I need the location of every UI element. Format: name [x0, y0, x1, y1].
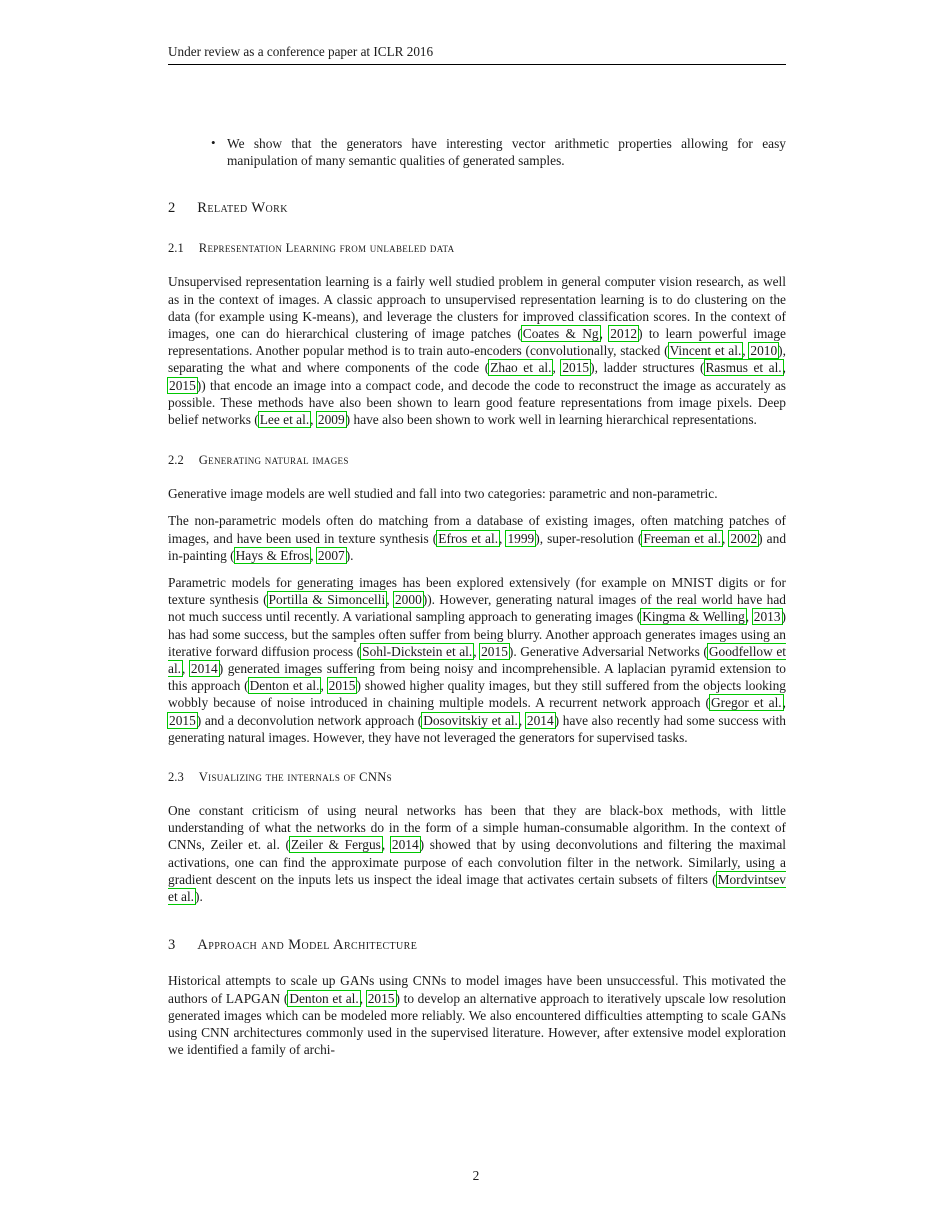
- subsection-title: Representation Learning from unlabeled data: [198, 241, 455, 256]
- paper-content-column: [168, 0, 786, 1058]
- citation-link[interactable]: 2012: [610, 326, 638, 342]
- running-header: Under review as a conference paper at ICLR 2016: [168, 44, 786, 65]
- citation-link[interactable]: 2014: [391, 837, 419, 853]
- paragraph-parametric-models: Parametric models for generating images has been explored extensively (for example on MNIST digits or for texture synthesis (Portilla & Simoncelli, 2000)). However, generating natural images of the real world have had not much success until recently. A variational sampling approach to generating images (Kingma & Welling, 2013) has had some success, but the samples often suffer from being blurry. Another approach generates images using an iterative forward diffusion process (Sohl-Dickstein et al., 2015). Generative Adversarial Networks (Goodfellow et al., 2014) generated images suffering from being noisy and incomprehensible. A laplacian pyramid extension to this approach (Denton et al., 2015) showed higher quality images, but they still suffered from the objects looking wobbly because of noise introduced in chaining multiple models. A recurrent network approach (Gregor et al., 2015) and a deconvolution network approach (Dosovitskiy et al., 2014) have also recently had some success with generating natural images. However, they have not leveraged the generators for supervised tasks.: [168, 575, 787, 745]
- subsection-title: Generating natural images: [198, 453, 349, 468]
- citation-link[interactable]: 2002: [730, 530, 758, 546]
- citation-link[interactable]: Kingma & Welling: [642, 609, 745, 625]
- subsection-heading-representation-learning: [168, 241, 786, 256]
- paragraph-generative-categories: Generative image models are well studied and fall into two categories: parametric and non-parametric.: [168, 486, 718, 502]
- citation-link[interactable]: 2013: [753, 609, 781, 625]
- citation-link[interactable]: Dosovitskiy et al.: [423, 712, 518, 728]
- citation-link[interactable]: Efros et al.: [438, 530, 499, 546]
- citation-link[interactable]: 1999: [507, 530, 535, 546]
- citation-link[interactable]: Lee et al.: [259, 412, 310, 428]
- citation-link[interactable]: Denton et al.: [249, 678, 320, 694]
- citation-link[interactable]: 2015: [481, 643, 508, 659]
- subsection-heading-visualizing-cnns: [168, 770, 786, 785]
- citation-link[interactable]: 2000: [394, 592, 422, 608]
- citation-link[interactable]: Sohl-Dickstein et al.: [362, 643, 473, 659]
- citation-link[interactable]: Vincent et al.: [669, 343, 742, 359]
- section-heading-approach-architecture: [168, 936, 786, 955]
- paragraph-non-parametric-models: The non-parametric models often do matching from a database of existing images, often matching patches of images, and have been used in texture synthesis (Efros et al., 1999), super-resolution (Freeman et al., 2002) and in-painting (Hays & Efros, 2007).: [168, 513, 787, 563]
- citation-link[interactable]: Zeiler & Fergus: [290, 837, 381, 853]
- citation-link[interactable]: 2007: [317, 547, 345, 563]
- section-title: Approach and Model Architecture: [197, 937, 418, 954]
- bullet-text: We show that the generators have interesting vector arithmetic properties allowing for easy manipulation of many semantic qualities of generated samples.: [227, 136, 786, 169]
- citation-link[interactable]: Gregor et al.: [710, 695, 782, 711]
- citation-link[interactable]: 2014: [526, 712, 554, 728]
- citation-link[interactable]: Mordvintsev et al.: [168, 871, 786, 905]
- citation-link[interactable]: Portilla & Simoncelli: [268, 592, 386, 608]
- citation-link[interactable]: 2015: [169, 712, 196, 728]
- page-number: 2: [472, 1168, 480, 1183]
- subsection-number: 2.2: [168, 453, 184, 468]
- citation-link[interactable]: 2015: [328, 678, 356, 694]
- subsection-heading-generating-natural-images: [168, 453, 786, 468]
- citation-link[interactable]: Rasmus et al.: [705, 360, 782, 376]
- subsection-title: Visualizing the internals of CNNs: [198, 770, 392, 785]
- section-title: Related Work: [197, 200, 288, 217]
- section-number: 3: [168, 937, 176, 954]
- citation-link[interactable]: Zhao et al.: [490, 360, 552, 376]
- citation-link[interactable]: 2015: [169, 377, 196, 393]
- citation-link[interactable]: Freeman et al.: [643, 530, 721, 546]
- citation-link[interactable]: Goodfellow et al.: [168, 643, 786, 677]
- citation-link[interactable]: 2015: [367, 990, 395, 1006]
- subsection-number: 2.3: [168, 770, 184, 785]
- citation-link[interactable]: 2010: [750, 343, 778, 359]
- paragraph-historical-attempts: Historical attempts to scale up GANs using CNNs to model images have been unsuccessful. This motivated the authors of LAPGAN (Denton et al., 2015) to develop an alternative approach to iteratively upscale low resolution generated images which can be modeled more reliably. We also encountered difficulties attempting to scale GANs using CNN architectures commonly used in the supervised literature. However, after extensive model exploration we identified a family of archi-: [168, 973, 786, 1058]
- bullet-icon: •: [211, 135, 216, 150]
- section-heading-related-work: [168, 199, 786, 218]
- paragraph-black-box-criticism: One constant criticism of using neural networks has been that they are black-box methods, with little understanding of what the networks do in the form of a simple human-consumable algorithm. In the context of CNNs, Zeiler et. al. (Zeiler & Fergus, 2014) showed that by using deconvolutions and filtering the maximal activations, one can find the approximate purpose of each convolution filter in the network. Similarly, using a gradient descent on the inputs lets us inspect the ideal image that activates certain subsets of filters (Mordvintsev et al.).: [168, 803, 786, 905]
- paragraph-representation-learning: Unsupervised representation learning is a fairly well studied problem in general computer vision research, as well as in the context of images. A classic approach to unsupervised representation learning is to do clustering on the data (for example using K-means), and leverage the clusters for improved classification scores. In the context of images, one can do hierarchical clustering of image patches (Coates & Ng, 2012) to learn powerful image representations. Another popular method is to train auto-encoders (convolutionally, stacked (Vincent et al., 2010), separating the what and where components of the code (Zhao et al., 2015), ladder structures (Rasmus et al., 2015)) that encode an image into a compact code, and decode the code to reconstruct the image as accurately as possible. These methods have also been shown to learn good feature representations from image pixels. Deep belief networks (Lee et al., 2009) have also been shown to work well in learning hierarchical representations.: [168, 274, 787, 428]
- contribution-bullet-item: [168, 135, 786, 169]
- citation-link[interactable]: Coates & Ng: [522, 326, 599, 342]
- citation-link[interactable]: 2015: [562, 360, 590, 376]
- citation-link[interactable]: 2014: [190, 661, 218, 677]
- citation-link[interactable]: 2009: [317, 412, 345, 428]
- subsection-number: 2.1: [168, 241, 184, 256]
- citation-link[interactable]: Hays & Efros: [235, 547, 310, 563]
- citation-link[interactable]: Denton et al.: [289, 990, 359, 1006]
- section-number: 2: [168, 200, 176, 217]
